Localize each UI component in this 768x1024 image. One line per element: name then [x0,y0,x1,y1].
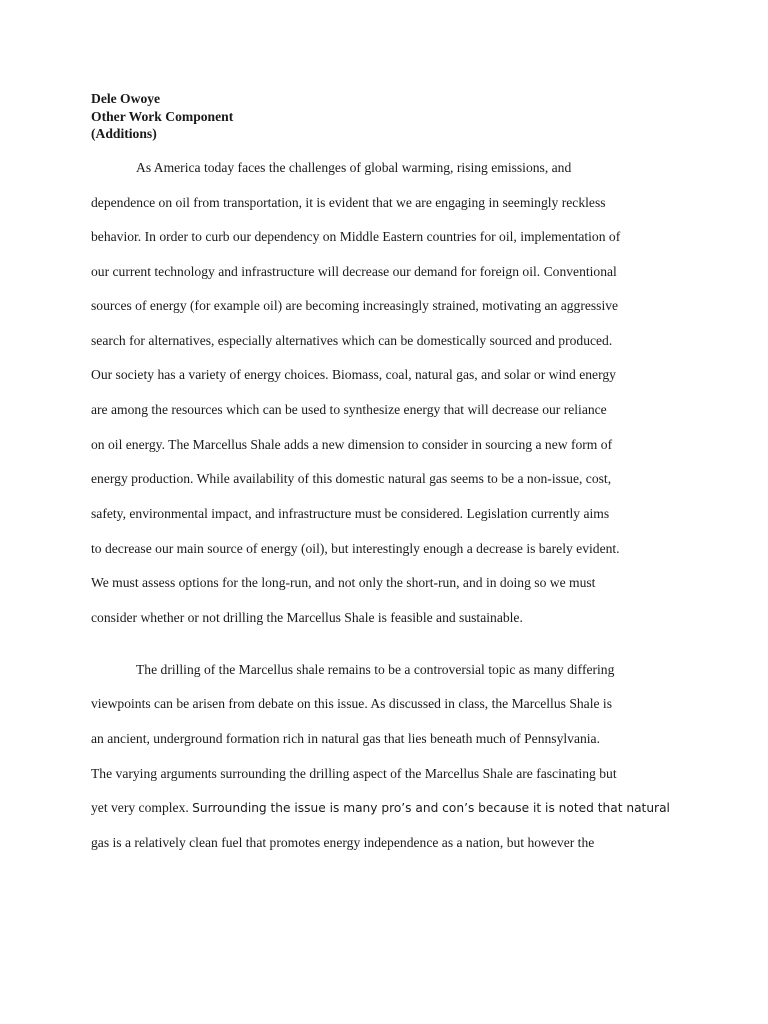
paragraph-line: As America today faces the challenges of global warming, rising emissions, and [136,160,572,175]
paragraph-line: consider whether or not drilling the Marcellus Shale is feasible and sustainable. [91,610,523,625]
mixed-line-sans-part: Surrounding the issue is many pro’s and con’s because it is noted that natural [192,801,670,815]
paragraph-line: on oil energy. The Marcellus Shale adds a new dimension to consider in sourcing a new form of [91,437,613,452]
paragraph-line: our current technology and infrastructure will decrease our demand for foreign oil. Conventional [91,264,617,279]
paragraph-line: The varying arguments surrounding the drilling aspect of the Marcellus Shale are fascinating but [91,766,617,781]
document-heading [91,90,233,143]
paragraph-line: behavior. In order to curb our dependency on Middle Eastern countries for oil, implementation of [91,229,621,244]
paragraph-line: safety, environmental impact, and infrastructure must be considered. Legislation currently aims [91,506,610,521]
document-title: Other Work Component [91,108,234,124]
author-name: Dele Owoye [91,91,161,106]
paragraph-line: The drilling of the Marcellus shale remains to be a controversial topic as many differing [136,662,615,677]
paragraph-line: to decrease our main source of energy (oil), but interestingly enough a decrease is barely evident. [91,541,620,556]
paragraph-line: energy production. While availability of this domestic natural gas seems to be a non-issue, cost, [91,471,612,486]
mixed-line-serif-part: yet very complex. [91,800,193,815]
paragraph-line: Our society has a variety of energy choices. Biomass, coal, natural gas, and solar or wind energy [91,367,616,382]
paragraph-line: search for alternatives, especially alternatives which can be domestically sourced and produced. [91,333,613,348]
paragraph-line: dependence on oil from transportation, it is evident that we are engaging in seemingly reckless [91,195,606,210]
paragraph-line: an ancient, underground formation rich in natural gas that lies beneath much of Pennsylvania. [91,731,600,746]
paragraph-line-mixed [91,800,670,816]
paragraph-line: viewpoints can be arisen from debate on this issue. As discussed in class, the Marcellus Shale is [91,696,612,711]
paragraph-line: are among the resources which can be used to synthesize energy that will decrease our reliance [91,402,607,417]
paragraph-line: We must assess options for the long-run, and not only the short-run, and in doing so we must [91,575,596,590]
document-subtitle: (Additions) [91,126,157,141]
paragraph-line: sources of energy (for example oil) are becoming increasingly strained, motivating an aggressive [91,298,619,313]
paragraph-line: gas is a relatively clean fuel that promotes energy independence as a nation, but however the [91,835,595,850]
